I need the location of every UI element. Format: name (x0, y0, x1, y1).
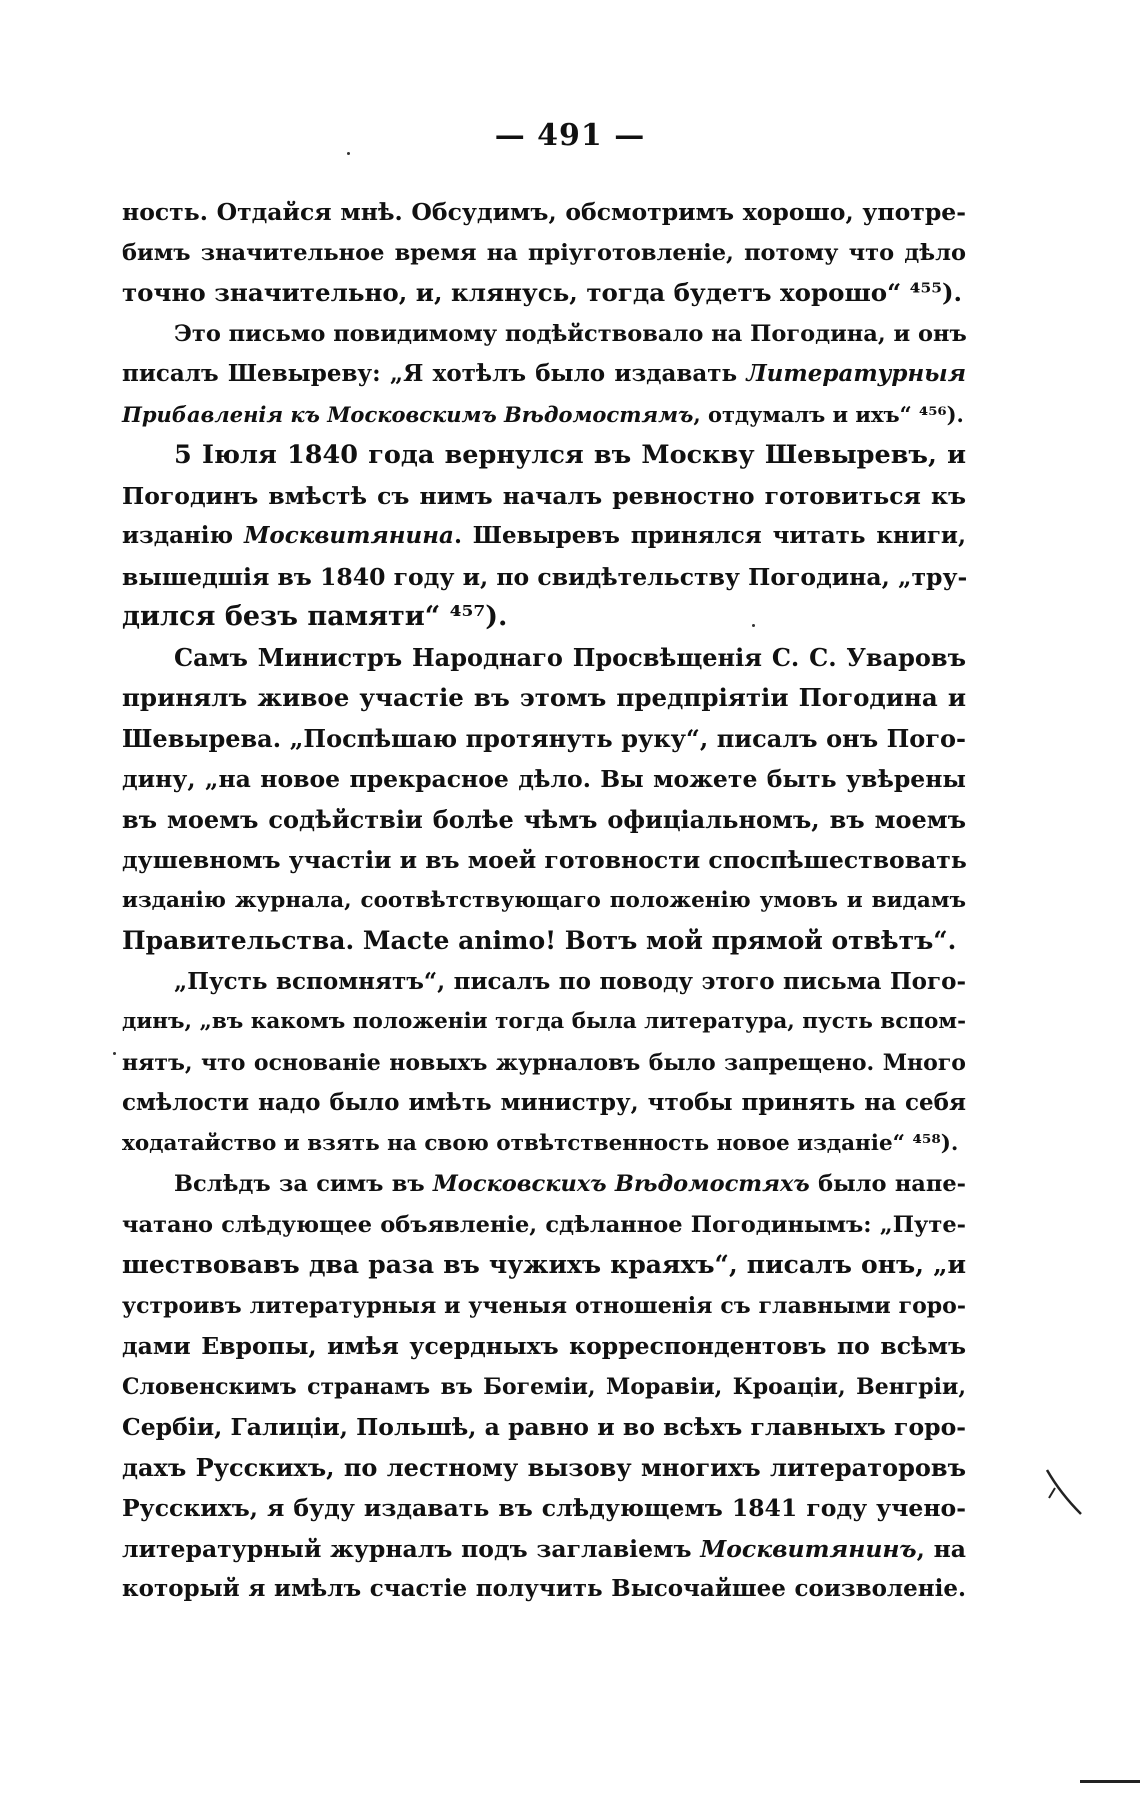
text-line: изданію Москвитянина. Шевыревъ принялся читать книги, (122, 522, 966, 549)
text-line: дахъ Русскихъ, по лестному вызову многихъ литераторовъ (122, 1452, 966, 1482)
text-line: дился безъ памяти“ ⁴⁵⁷). (122, 601, 508, 632)
text-line: ходатайство и взять на свою отвѣтственность новое изданіе“ ⁴⁵⁸). (122, 1130, 959, 1156)
text-line: Прибавленія къ Московскимъ Вѣдомостямъ, отдумалъ и ихъ“ ⁴⁵⁶). (122, 401, 964, 427)
text-line: душевномъ участіи и въ моей готовности споспѣшествовать (122, 846, 967, 874)
paragraph (122, 1164, 966, 1610)
text-line: литературный журналъ подъ заглавіемъ Москвитянинъ, на (122, 1534, 967, 1563)
text-line: Погодинъ вмѣстѣ съ нимъ началъ ревностно готовиться къ (122, 481, 966, 510)
paragraph (122, 314, 966, 436)
paragraph (122, 192, 966, 314)
text-line: Вслѣдъ за симъ въ Московскихъ Вѣдомостяхъ было напе- (174, 1171, 966, 1197)
text-line: бимъ значительное время на пріуготовленіе, потому что дѣло (122, 239, 966, 266)
text-line: Словенскимъ странамъ въ Богеміи, Моравіи, Кроаціи, Венгріи, (122, 1373, 966, 1400)
scan-speck (347, 152, 350, 155)
text-line: нятъ, что основаніе новыхъ журналовъ было запрещено. Много (122, 1049, 966, 1076)
text-line: шествовавъ два раза въ чужихъ краяхъ“, писалъ онъ, „и (122, 1250, 966, 1279)
text-line: въ моемъ содѣйствіи болѣе чѣмъ офиціальномъ, въ моемъ (122, 804, 966, 834)
text-line: дами Европы, имѣя усердныхъ корреспондентовъ по всѣмъ (122, 1332, 966, 1360)
text-line: чатано слѣдующее объявленіе, сдѣланное Погодинымъ: „Путе- (122, 1211, 966, 1238)
text-line: дину, „на новое прекрасное дѣло. Вы можете быть увѣрены (122, 765, 966, 793)
paragraph (122, 962, 966, 1165)
scan-speck (113, 1052, 116, 1055)
page-number: — 491 — (494, 118, 646, 153)
text-line: точно значительно, и, клянусь, тогда будетъ хорошо“ ⁴⁵⁵). (122, 278, 963, 307)
text-line: динъ, „въ какомъ положеніи тогда была литература, пусть вспом- (122, 1009, 966, 1034)
body-text (122, 192, 966, 1610)
paragraph (122, 638, 966, 962)
text-line: принялъ живое участіе въ этомъ предпріятіи Погодина и (122, 683, 966, 712)
paragraph (122, 435, 966, 638)
text-line: писалъ Шевыреву: „Я хотѣлъ было издавать Литературныя (122, 360, 966, 387)
text-line: ность. Отдайся мнѣ. Обсудимъ, обсмотримъ хорошо, употре- (122, 198, 966, 226)
text-line: Это письмо повидимому подѣйствовало на Погодина, и онъ (174, 320, 967, 347)
text-line: устроивъ литературныя и ученыя отношенія съ главными горо- (122, 1292, 966, 1319)
text-line: Шевырева. „Поспѣшаю протянуть руку“, писалъ онъ Пого- (122, 723, 966, 753)
text-line: Сербіи, Галиціи, Польшѣ, а равно и во всѣхъ главныхъ горо- (122, 1413, 966, 1441)
text-line: Правительства. Macte animo! Вотъ мой прямой отвѣтъ“. (122, 926, 957, 955)
scan-speck (752, 624, 755, 627)
text-line: который я имѣлъ счастіе получить Высочайшее соизволеніе. (122, 1575, 966, 1602)
text-line: смѣлости надо было имѣть министру, чтобы принять на себя (122, 1089, 966, 1116)
text-line: изданію журнала, соотвѣтствующаго положенію умовъ и видамъ (122, 887, 966, 913)
scan-edge-rule (1080, 1780, 1140, 1783)
text-line: „Пусть вспомнятъ“, писалъ по поводу этого письма Пого- (174, 967, 966, 995)
text-line: вышедшія въ 1840 году и, по свидѣтельству Погодина, „тру- (122, 562, 968, 591)
margin-pencil-mark (1045, 1468, 1085, 1516)
text-line: Русскихъ, я буду издавать въ слѣдующемъ 1841 году учено- (122, 1494, 966, 1522)
text-line: 5 Іюля 1840 года вернулся въ Москву Шевыревъ, и (174, 440, 966, 470)
text-line: Самъ Министръ Народнаго Просвѣщенія С. С. Уваровъ (174, 642, 966, 672)
